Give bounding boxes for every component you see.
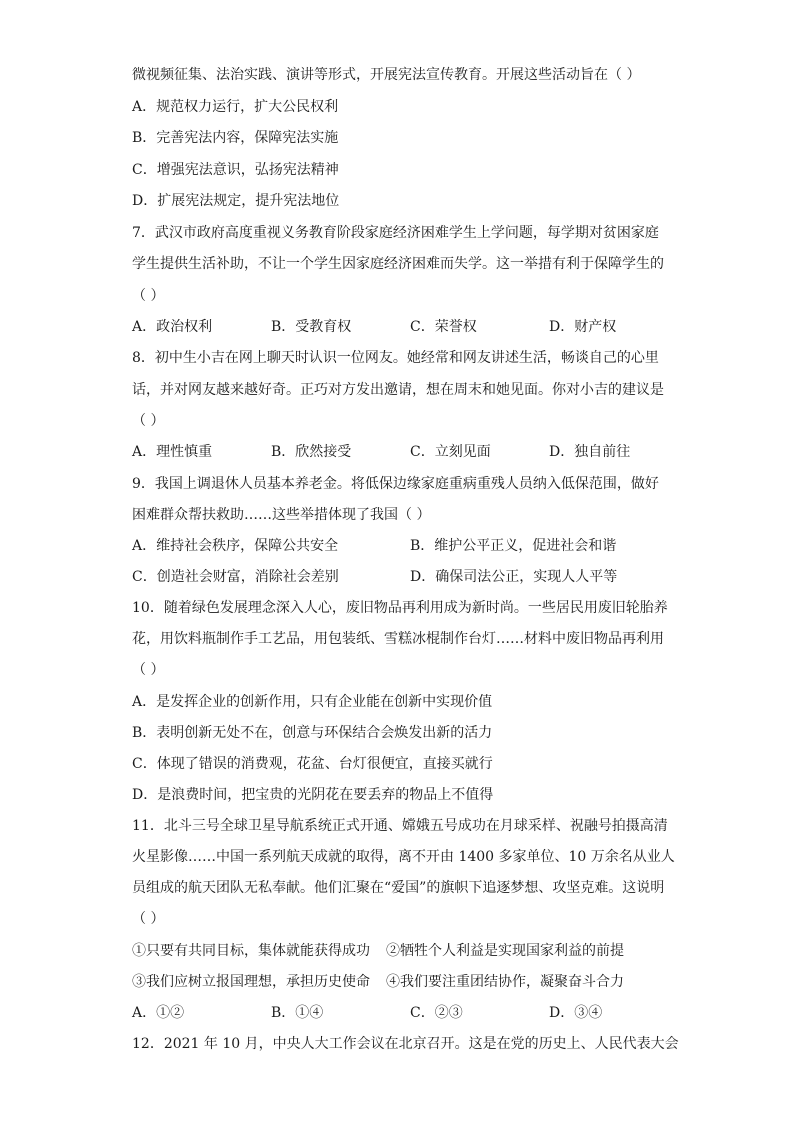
q6-option-c: C．增强宪法意识，弘扬宪法精神 xyxy=(132,162,339,178)
q11-option-d: D．③④ xyxy=(549,1005,603,1021)
q7-stem-line-2: 学生提供生活补助，不让一个学生因家庭经济困难而失学。这一举措有利于保障学生的 xyxy=(132,256,664,272)
q11-option-a: A．①② xyxy=(132,1005,185,1021)
q12-stem-line-1: 12．2021 年 10 月，中央人大工作会议在北京召开。这是在党的历史上、人民代表大会 xyxy=(132,1036,679,1052)
q8-option-b: B．欣然接受 xyxy=(271,444,352,460)
q9-stem-line-1: 9．我国上调退休人员基本养老金。将低保边缘家庭重病重残人员纳入低保范围，做好 xyxy=(132,476,659,492)
q11-statement-2: ②牺牲个人利益是实现国家利益的前提 xyxy=(386,943,624,959)
q9-option-a: A．维持社会秩序，保障公共安全 xyxy=(132,538,339,554)
q11-stem-line-2: 火星影像……中国一系列航天成就的取得，离不开由 1400 多家单位、10 万余名从业人 xyxy=(132,849,675,865)
q10-stem-line-3: （ ） xyxy=(132,662,165,678)
q11-option-c: C．②③ xyxy=(410,1005,463,1021)
q10-option-d: D．是浪费时间，把宝贵的光阴花在要丢弃的物品上不值得 xyxy=(132,787,494,803)
q11-statement-3: ③我们应树立报国理想，承担历史使命 xyxy=(132,974,370,990)
q11-stem-line-4: （ ） xyxy=(132,911,165,927)
q10-stem-line-2: 花，用饮料瓶制作手工艺品，用包装纸、雪糕冰棍制作台灯……材料中废旧物品再利用 xyxy=(132,631,664,647)
q8-option-a: A．理性慎重 xyxy=(132,444,213,460)
q8-stem-line-1: 8．初中生小吉在网上聊天时认识一位网友。她经常和网友讲述生活，畅谈自己的心里 xyxy=(132,350,659,366)
q10-option-a: A．是发挥企业的创新作用，只有企业能在创新中实现价值 xyxy=(132,694,493,710)
q8-stem-line-2: 话，并对网友越来越好奇。正巧对方发出邀请，想在周末和她见面。你对小吉的建议是 xyxy=(132,382,664,398)
q10-option-c: C．体现了错误的消费观，花盆、台灯很便宜，直接买就行 xyxy=(132,756,493,772)
q9-stem-line-2: 困难群众帮扶救助……这些举措体现了我国（ ） xyxy=(132,507,431,523)
q8-stem-line-3: （ ） xyxy=(132,413,165,429)
q11-stem-line-3: 员组成的航天团队无私奉献。他们汇聚在“爱国”的旗帜下追逐梦想、攻坚克难。这说明 xyxy=(132,880,665,896)
q10-option-b: B．表明创新无处不在，创意与环保结合会焕发出新的活力 xyxy=(132,725,493,741)
q11-statement-4: ④我们要注重团结协作，凝聚奋斗合力 xyxy=(386,974,624,990)
q6-option-d: D．扩展宪法规定，提升宪法地位 xyxy=(132,193,340,209)
q6-stem: 微视频征集、法治实践、演讲等形式，开展宪法宣传教育。开展这些活动旨在（ ） xyxy=(132,67,641,83)
q9-option-b: B．维护公平正义，促进社会和谐 xyxy=(410,538,617,554)
q8-option-d: D．独自前往 xyxy=(549,444,631,460)
q8-option-c: C．立刻见面 xyxy=(410,444,491,460)
q7-option-c: C．荣誉权 xyxy=(410,319,477,335)
q7-option-a: A．政治权利 xyxy=(132,319,213,335)
q9-option-c: C．创造社会财富，消除社会差别 xyxy=(132,569,339,585)
q7-option-d: D．财产权 xyxy=(549,319,617,335)
q11-statement-1: ①只要有共同目标，集体就能获得成功 xyxy=(132,943,370,959)
q11-stem-line-1: 11．北斗三号全球卫星导航系统正式开通、嫦娥五号成功在月球采样、祝融号拍摄高清 xyxy=(132,818,668,834)
q10-stem-line-1: 10．随着绿色发展理念深入人心，废旧物品再利用成为新时尚。一些居民用废旧轮胎养 xyxy=(132,600,668,616)
q7-option-b: B．受教育权 xyxy=(271,319,352,335)
q7-stem-line-1: 7．武汉市政府高度重视义务教育阶段家庭经济困难学生上学问题，每学期对贫困家庭 xyxy=(132,225,659,241)
q7-stem-line-3: （ ） xyxy=(132,288,165,304)
q9-option-d: D．确保司法公正，实现人人平等 xyxy=(410,569,618,585)
q6-option-a: A．规范权力运行，扩大公民权利 xyxy=(132,99,339,115)
q11-option-b: B．①④ xyxy=(271,1005,324,1021)
q6-option-b: B．完善宪法内容，保障宪法实施 xyxy=(132,130,339,146)
